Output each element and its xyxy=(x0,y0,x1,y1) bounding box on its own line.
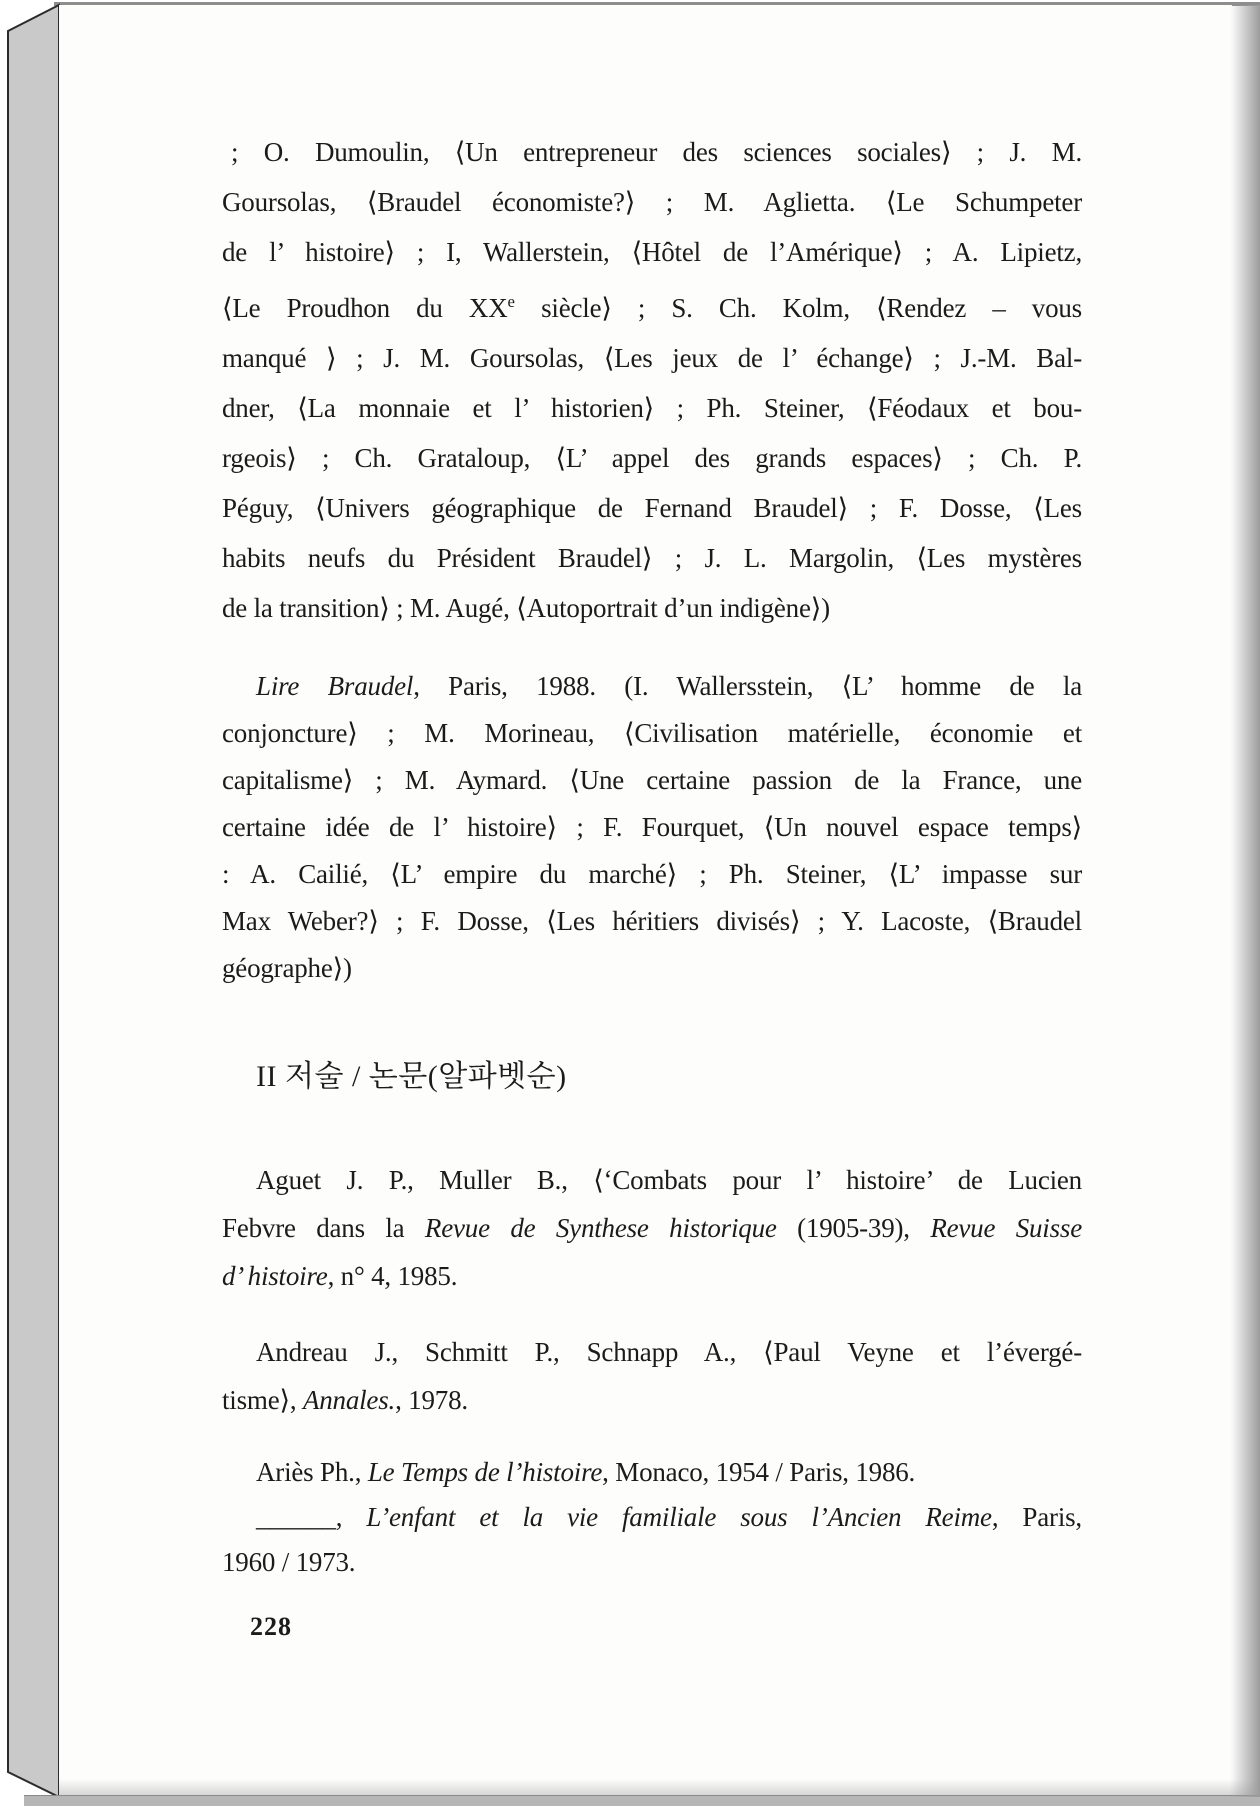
book-bottom-edge xyxy=(24,1795,1260,1806)
text-line: capitalisme⟩ ; M. Aymard. ⟨Une certaine passion de la France, une xyxy=(222,765,1082,795)
entry-aries-1 xyxy=(222,1450,1082,1495)
text-line: habits neufs du Président Braudel⟩ ; J. L. Margolin, ⟨Les mystères xyxy=(222,543,1082,573)
text-line: 1960 / 1973. xyxy=(222,1547,356,1577)
text-line: Andreau J., Schmitt P., Schnapp A., ⟨Paul Veyne et l’évergé- xyxy=(256,1337,1082,1367)
page-bottom-shadow xyxy=(59,1779,1260,1795)
text-line: Febvre dans la Revue de Synthese historique (1905-39), Revue Suisse xyxy=(222,1213,1083,1243)
text-line: rgeois⟩ ; Ch. Grataloup, ⟨L’ appel des grands espaces⟩ ; Ch. P. xyxy=(222,443,1082,473)
entry-andreau xyxy=(222,1328,1082,1424)
text-block xyxy=(222,127,1082,1585)
text-line: dner, ⟨La monnaie et l’ historien⟩ ; Ph. Steiner, ⟨Féodaux et bou- xyxy=(222,393,1082,423)
text-line: Aguet J. P., Muller B., ⟨‘Combats pour l’ histoire’ de Lucien xyxy=(256,1165,1082,1195)
text-line: II 저술 / 논문(알파벳순) xyxy=(256,1060,567,1093)
page-sheet xyxy=(59,5,1232,1795)
page-right-shadow xyxy=(1230,5,1260,1797)
text-line: tisme⟩, Annales., 1978. xyxy=(222,1385,468,1415)
bibliography-continuation xyxy=(222,127,1082,633)
text-line: manqué ⟩ ; J. M. Goursolas, ⟨Les jeux de l’ échange⟩ ; J.-M. Bal- xyxy=(222,343,1082,373)
lire-braudel-entry xyxy=(222,663,1082,992)
entry-aries-2 xyxy=(222,1495,1082,1585)
entry-aguet xyxy=(222,1156,1082,1300)
page-number: 228 xyxy=(250,1612,292,1641)
text-line: géographe⟩) xyxy=(222,953,352,983)
text-line: de la transition⟩ ; M. Augé, ⟨Autoportrait d’un indigène⟩) xyxy=(222,593,830,623)
text-line: ; O. Dumoulin, ⟨Un entrepreneur des sciences sociales⟩ ; J. M. xyxy=(231,137,1082,167)
text-line: Lire Braudel, Paris, 1988. (I. Wallersstein, ⟨L’ homme de la xyxy=(256,671,1082,701)
text-line: Ariès Ph., Le Temps de l’histoire, Monaco, 1954 / Paris, 1986. xyxy=(256,1457,916,1487)
text-line: certaine idée de l’ histoire⟩ ; F. Fourquet, ⟨Un nouvel espace temps⟩ xyxy=(222,812,1082,842)
text-line: de l’ histoire⟩ ; I, Wallerstein, ⟨Hôtel de l’Amérique⟩ ; A. Lipietz, xyxy=(222,237,1082,267)
text-line: conjoncture⟩ ; M. Morineau, ⟨Civilisation matérielle, économie et xyxy=(222,718,1082,748)
text-line: Max Weber?⟩ ; F. Dosse, ⟨Les héritiers divisés⟩ ; Y. Lacoste, ⟨Braudel xyxy=(222,906,1082,936)
text-line: Goursolas, ⟨Braudel économiste?⟩ ; M. Aglietta. ⟨Le Schumpeter xyxy=(222,187,1082,217)
text-line: ______, L’enfant et la vie familiale sous l’Ancien Reime, Paris, xyxy=(256,1502,1082,1532)
section-heading xyxy=(222,1052,1082,1102)
text-line: ⟨Le Proudhon du XXe siècle⟩ ; S. Ch. Kolm, ⟨Rendez – vous xyxy=(222,292,1082,323)
text-line: d’ histoire, n° 4, 1985. xyxy=(222,1261,458,1291)
text-line: Péguy, ⟨Univers géographique de Fernand Braudel⟩ ; F. Dosse, ⟨Les xyxy=(222,493,1082,523)
text-line: : A. Cailié, ⟨L’ empire du marché⟩ ; Ph. Steiner, ⟨L’ impasse sur xyxy=(222,859,1082,889)
